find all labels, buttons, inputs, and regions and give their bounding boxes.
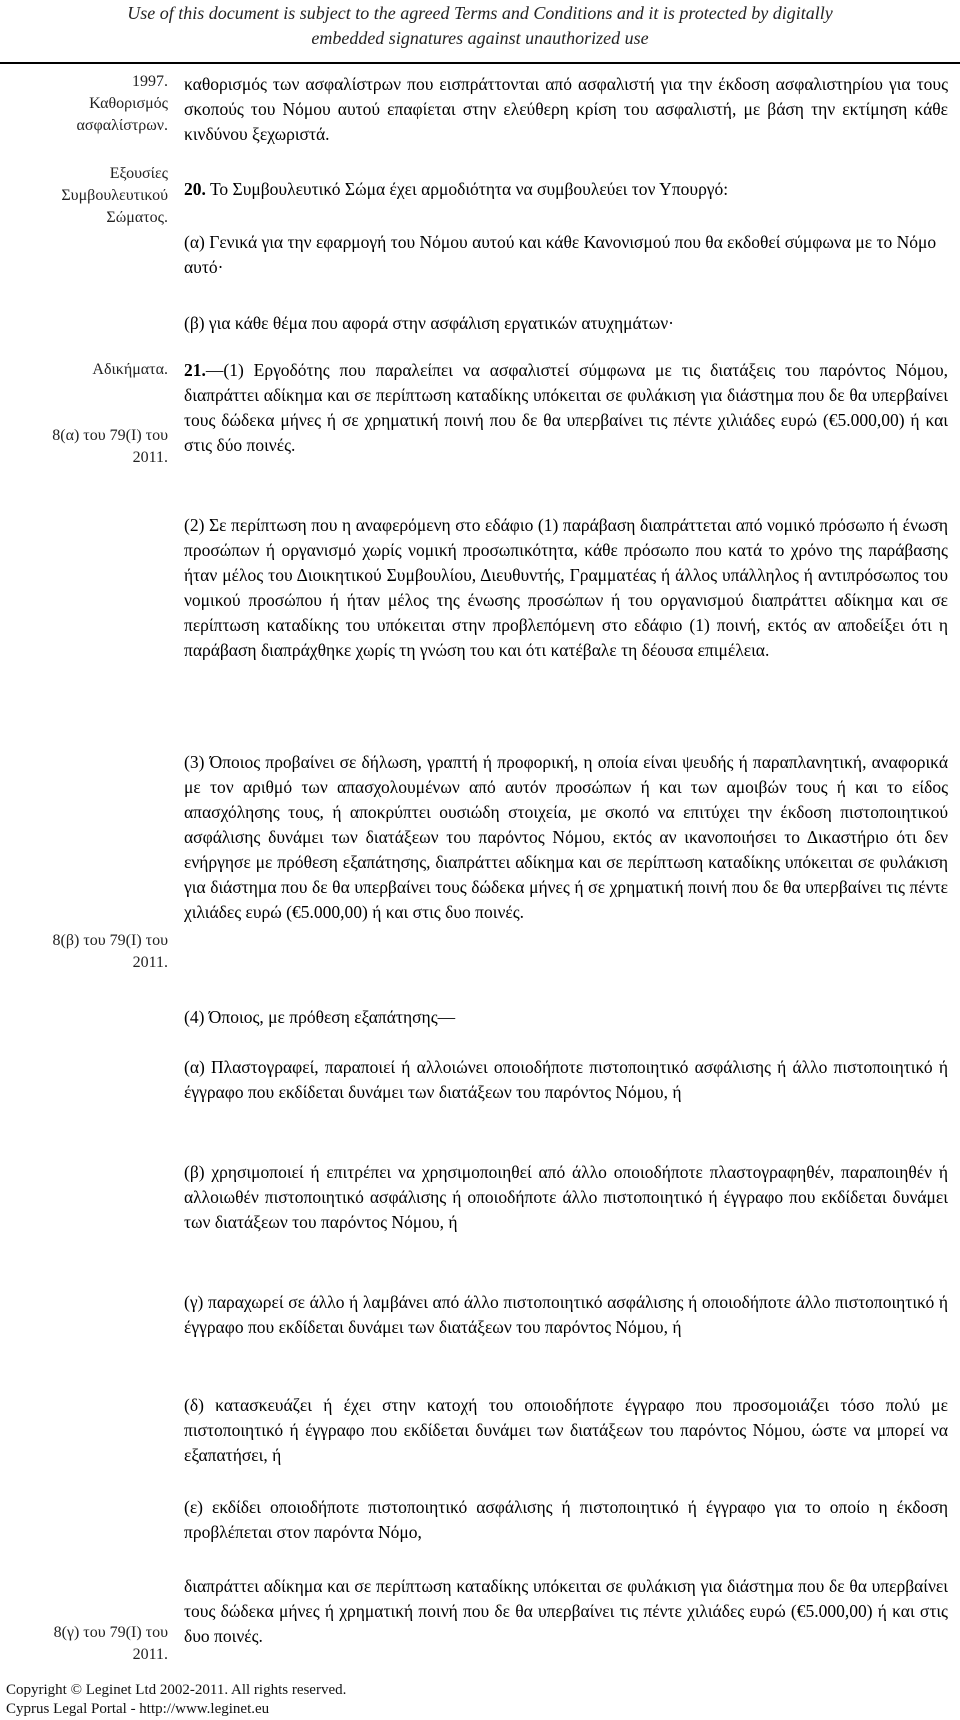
section-20-text: Το Συμβουλευτικό Σώμα έχει αρμοδιότητα να συμβουλεύει τον Υπουργό:	[209, 179, 729, 199]
margin-rates-line-2: ασφαλίστρων.	[76, 117, 168, 134]
margin-note-ref-a	[52, 425, 168, 469]
section-20-item-b: (β) για κάθε θέμα που αφορά στην ασφάλιση εργατικών ατυχημάτων·	[184, 313, 674, 333]
paragraph-rates: καθορισμός των ασφαλίστρων που εισπράττονται από ασφαλιστή για την έκδοση ασφαλιστηρίου για τους σκοπούς του Νόμου αυτού επαφίεται στην ελεύθερη κρίση του ασφαλιστή, με βάση την εκτίμηση κάθε κινδύνου ξεχωριστά.	[184, 74, 948, 144]
section-21-sub-4-e: (ε) εκδίδει οποιοδήποτε πιστοποιητικό ασφάλισης ή πιστοποιητικό ή έγγραφο για το οποίο η έκδοση προβλέπεται στον παρόντα Νόμο,	[184, 1497, 948, 1542]
section-21-sub-1-text: —(1) Εργοδότης που παραλείπει να ασφαλιστεί σύμφωνα με τις διατάξεις του παρόντος Νόμου, διαπράττει αδίκημα και σε περίπτωση καταδίκης υπόκειται σε φυλάκιση για διάστημα που δε θα υπερβαίνει τους δώδεκα μήνες ή σε χρηματική ποινή που δε θα υπερβαίνει τις πέντε χιλιάδες ευρώ (€5.000,00) ή και στις δύο ποινές.	[184, 360, 948, 455]
margin-note-1997	[77, 71, 169, 137]
section-21-sub-4-d: (δ) κατασκευάζει ή έχει στην κατοχή του οποιοδήποτε έγγραφο που προσομοιάζει τόσο πολύ με πιστοποιητικό ή έγγραφο που εκδίδεται δυνάμει των διατάξεων του παρόντος Νόμου, ώστε να μπορεί να εξαπατήσει, ή	[184, 1395, 948, 1465]
margin-ref-b-line-1: 8(β) του 79(Ι) του	[52, 932, 168, 949]
margin-year: 1997.	[132, 73, 168, 90]
section-21-sub-3: (3) Όποιος προβαίνει σε δήλωση, γραπτή ή προφορική, η οποία είναι ψευδής ή παραπλανητική, αναφορικά με τον αριθμό των απασχολουμένων από αυτόν προσώπων ή και των αμοιβών τους ή και το είδος απασχόλησης τους, ή αποκρύπτει ουσιώδη στοιχεία, με σκοπό να επιτύχει την έκδοση πιστοποιητικού ασφάλισης δυνάμει των διατάξεων του παρόντος Νόμου, εκτός αν ικανοποιήσει το Δικαστήριο ότι δεν ενήργησε με πρόθεση εξαπάτησης, διαπράττει αδίκημα και σε περίπτωση καταδίκης υπόκειται σε φυλάκιση για διάστημα που δε θα υπερβαίνει τους δώδεκα μήνες ή σε χρηματική ποινή που δε θα υπερβαίνει τις πέντε χιλιάδες ευρώ (€5.000,00) ή και στις δυο ποινές.	[184, 752, 948, 922]
section-20-number: 20.	[184, 179, 206, 199]
margin-powers-line-3: Σώματος.	[106, 209, 168, 226]
footer-portal-link[interactable]: Cyprus Legal Portal - http://www.leginet.eu	[6, 1701, 270, 1717]
margin-ref-a-line-1: 8(α) του 79(Ι) του	[52, 427, 168, 444]
section-21-sub-1	[184, 358, 948, 458]
margin-note-offences	[92, 359, 168, 381]
section-21-sub-4-penalty: διαπράττει αδίκημα και σε περίπτωση καταδίκης υπόκειται σε φυλάκιση για διάστημα που δε θα υπερβαίνει τους δώδεκα μήνες ή χρηματική ποινή που δε θα υπερβαίνει τις πέντε χιλιάδες ευρώ (€5.000,00) ή και στις δυο ποινές.	[184, 1576, 948, 1646]
margin-powers-line-1: Εξουσίες	[109, 165, 168, 182]
margin-note-ref-c	[54, 1622, 168, 1666]
footer-copyright: Copyright © Leginet Ltd 2002-2011. All rights reserved.	[6, 1682, 347, 1698]
header-rule	[0, 62, 960, 64]
section-21-sub-4-c: (γ) παραχωρεί σε άλλο ή λαμβάνει από άλλο πιστοποιητικό ασφάλισης ή οποιοδήποτε άλλο πιστοποιητικό ή έγγραφο που εκδίδεται δυνάμει των διατάξεων του παρόντος Νόμου, ή	[184, 1292, 948, 1337]
disclaimer-line-1: Use of this document is subject to the agreed Terms and Conditions and it is protected by digitally	[127, 3, 833, 23]
margin-rates-line-1: Καθορισμός	[89, 95, 168, 112]
disclaimer-line-2: embedded signatures against unauthorized use	[311, 28, 649, 48]
margin-offences: Αδικήματα.	[92, 361, 168, 378]
section-21-sub-2: (2) Σε περίπτωση που η αναφερόμενη στο εδάφιο (1) παράβαση διαπράττεται από νομικό πρόσωπο ή ένωση προσώπων ή οργανισμό χωρίς νομική προσωπικότητα, κάθε πρόσωπο που κατά το χρόνο της παράβασης ήταν μέλος του Διοικητικού Συμβουλίου, Διευθυντής, Γραμματέας ή άλλος υπάλληλος ή αντιπρόσωπος του νομικού προσώπου ή ήταν μέλος της ένωσης προσώπων ή του οργανισμού διαπράττει αδίκημα και σε περίπτωση καταδίκης του υπόκειται στην προβλεπόμενη στο εδάφιο (1) ποινή, εκτός αν αποδείξει ότι η παράβαση διαπράχθηκε χωρίς τη γνώση του και ότι κατέβαλε τη δέουσα επιμέλεια.	[184, 515, 948, 660]
margin-note-ref-b	[53, 930, 168, 974]
section-21-sub-4: (4) Όποιος, με πρόθεση εξαπάτησης—	[184, 1007, 456, 1027]
section-20-heading	[184, 177, 948, 202]
section-21-number: 21.	[184, 360, 206, 380]
section-21-sub-4-b: (β) χρησιμοποιεί ή επιτρέπει να χρησιμοποιηθεί από άλλο οποιοδήποτε πλαστογραφηθέν, παραποιηθέν ή αλλοιωθέν πιστοποιητικό ασφάλισης ή οποιοδήποτε άλλο πιστοποιητικό ή έγγραφο που εκδίδεται δυνάμει των διατάξεων του παρόντος Νόμου, ή	[184, 1162, 948, 1232]
section-20-item-a: (α) Γενικά για την εφαρμογή του Νόμου αυτού και κάθε Κανονισμού που θα εκδοθεί σύμφωνα με το Νόμο αυτό·	[184, 232, 937, 277]
margin-ref-a-line-2: 2011.	[132, 449, 168, 466]
margin-ref-c-line-2: 2011.	[132, 1646, 168, 1663]
margin-ref-b-line-2: 2011.	[132, 954, 168, 971]
section-21-sub-4-a: (α) Πλαστογραφεί, παραποιεί ή αλλοιώνει οποιοδήποτε πιστοποιητικό ασφάλισης ή άλλο πιστοποιητικό ή έγγραφο που εκδίδεται δυνάμει των διατάξεων του παρόντος Νόμου, ή	[184, 1057, 948, 1102]
disclaimer-header	[0, 1, 960, 51]
margin-note-powers	[61, 163, 168, 229]
margin-ref-c-line-1: 8(γ) του 79(Ι) του	[53, 1624, 168, 1641]
margin-powers-line-2: Συμβουλευτικού	[61, 187, 168, 204]
